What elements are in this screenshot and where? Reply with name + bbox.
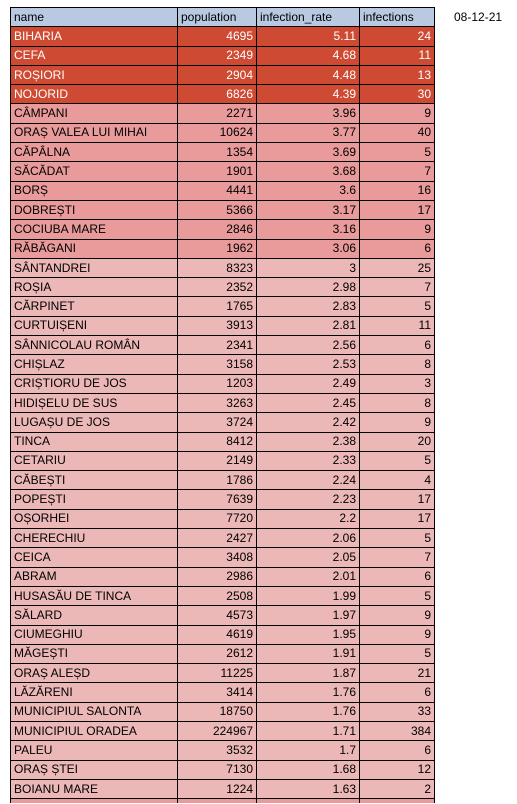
cell-infections[interactable]: 21 [360,664,435,683]
cell-infections[interactable]: 9 [360,606,435,625]
column-header-infections[interactable]: infections [360,8,435,27]
table-row [11,123,435,142]
cell-population[interactable]: 7130 [178,760,257,779]
cell-infection-rate[interactable]: 2.56 [257,336,360,355]
cell-name[interactable]: CĂRPINET [11,297,178,316]
table-row [11,65,435,84]
cell-infection-rate[interactable]: 1.97 [257,606,360,625]
table-row [11,548,435,567]
cell-population[interactable]: 1962 [178,239,257,258]
cell-population[interactable]: 3263 [178,393,257,412]
cell-infections[interactable]: 5 [360,297,435,316]
cell-population[interactable]: 2352 [178,278,257,297]
table-row [11,104,435,123]
cell-name[interactable]: BIHARIA [11,27,178,46]
cell-name[interactable]: NOJORID [11,85,178,104]
cell-infection-rate[interactable]: 2.01 [257,567,360,586]
table-row [11,200,435,219]
table-row [11,451,435,470]
table-row [11,181,435,200]
cell-infections[interactable]: 25 [360,258,435,277]
cell-infections[interactable]: 9 [360,625,435,644]
cell-name[interactable]: ABRAM [11,567,178,586]
cell-population[interactable]: 1901 [178,162,257,181]
date-label: 08-12-21 [454,10,503,24]
cell-infection-rate[interactable]: 1.91 [257,644,360,663]
cell-population[interactable]: 5366 [178,200,257,219]
cell-name[interactable]: CĂPÂLNA [11,143,178,162]
cell-population[interactable]: 11225 [178,664,257,683]
cell-infection-rate[interactable]: 2.2 [257,509,360,528]
cell-infection-rate[interactable]: 4.39 [257,85,360,104]
cell-name[interactable]: HIDIȘELU DE SUS [11,393,178,412]
table-row [11,355,435,374]
cell-infection-rate[interactable]: 1.76 [257,702,360,721]
cell-infection-rate[interactable]: 3.68 [257,162,360,181]
cell-population[interactable]: 3532 [178,741,257,760]
cell-population[interactable]: 2846 [178,220,257,239]
table-row [11,741,435,760]
cell-name[interactable]: POPEȘTI [11,490,178,509]
cell-name[interactable]: ORAȘ ȘTEI [11,760,178,779]
cell-name[interactable]: RĂBĂGANI [11,239,178,258]
cell-name[interactable]: TINCA [11,432,178,451]
cell-infection-rate[interactable]: 2.42 [257,413,360,432]
table-row [11,258,435,277]
cell-infection-rate[interactable]: 2.45 [257,393,360,412]
cell-name[interactable]: ROȘIORI [11,65,178,84]
cell-name[interactable]: CETARIU [11,451,178,470]
cell-population[interactable]: 1786 [178,471,257,490]
cell-infections[interactable]: 2 [360,779,435,798]
cell-infection-rate[interactable]: 1.87 [257,664,360,683]
cell-infections[interactable]: 6 [360,239,435,258]
cell-infection-rate[interactable]: 3.6 [257,181,360,200]
table-row [11,683,435,702]
cell-infection-rate[interactable]: 1.95 [257,625,360,644]
cell-infection-rate[interactable]: 2.05 [257,548,360,567]
cell-infection-rate[interactable]: 2.98 [257,278,360,297]
cell-infections[interactable]: 5 [360,451,435,470]
cell-infections[interactable]: 7 [360,278,435,297]
cell-name[interactable]: ORAȘ ALEȘD [11,664,178,683]
cell-infection-rate[interactable]: 1.76 [257,683,360,702]
cell-infection-rate[interactable]: 2.06 [257,529,360,548]
cell-infections[interactable]: 16 [360,181,435,200]
table-row [11,278,435,297]
cell-name[interactable]: CURTUIȘENI [11,316,178,335]
table-row [11,509,435,528]
cell-population[interactable]: 1224 [178,779,257,798]
cell-name[interactable]: ROȘIA [11,278,178,297]
cell-population[interactable]: 4695 [178,27,257,46]
table-row [11,760,435,779]
cell-infection-rate[interactable]: 1.63 [257,779,360,798]
table-row [11,432,435,451]
cell-name[interactable]: SÂNTANDREI [11,258,178,277]
cell-name[interactable]: CIUMEGHIU [11,625,178,644]
cell-name[interactable]: OȘORHEI [11,509,178,528]
cell-population[interactable]: 2427 [178,529,257,548]
cell-population[interactable]: 2349 [178,46,257,65]
cell-cutoff [178,799,257,804]
cell-infection-rate[interactable]: 3.06 [257,239,360,258]
cell-name[interactable]: MUNICIPIUL SALONTA [11,702,178,721]
table-row-cutoff [11,799,435,804]
cell-infections[interactable]: 40 [360,123,435,142]
cell-name[interactable]: ORAȘ VALEA LUI MIHAI [11,123,178,142]
cell-infection-rate[interactable]: 3.16 [257,220,360,239]
cell-infections[interactable]: 17 [360,200,435,219]
cell-infection-rate[interactable]: 4.48 [257,65,360,84]
cell-infection-rate[interactable]: 2.49 [257,374,360,393]
cell-infections[interactable]: 5 [360,529,435,548]
column-header-population[interactable]: population [178,8,257,27]
cell-infection-rate[interactable]: 3.77 [257,123,360,142]
cell-name[interactable]: CRIȘTIORU DE JOS [11,374,178,393]
cell-infections[interactable]: 3 [360,374,435,393]
cell-infection-rate[interactable]: 1.7 [257,741,360,760]
cell-infections[interactable]: 20 [360,432,435,451]
cell-population[interactable]: 8323 [178,258,257,277]
cell-infections[interactable]: 30 [360,85,435,104]
cell-infections[interactable]: 12 [360,760,435,779]
cell-infections[interactable]: 5 [360,143,435,162]
table-row [11,413,435,432]
table-row [11,374,435,393]
table-row [11,721,435,740]
cell-infection-rate[interactable]: 2.33 [257,451,360,470]
cell-infections[interactable]: 9 [360,220,435,239]
cell-infection-rate[interactable]: 5.11 [257,27,360,46]
cell-name[interactable]: CHERECHIU [11,529,178,548]
cell-infections[interactable]: 7 [360,548,435,567]
cell-infections[interactable]: 7 [360,162,435,181]
table-row [11,606,435,625]
table-row [11,297,435,316]
table-row [11,702,435,721]
cell-cutoff [257,799,360,804]
infection-table [10,7,435,803]
cell-name[interactable]: COCIUBA MARE [11,220,178,239]
table-row [11,239,435,258]
cell-infection-rate[interactable]: 2.23 [257,490,360,509]
cell-name[interactable]: SĂCĂDAT [11,162,178,181]
cell-infections[interactable]: 384 [360,721,435,740]
cell-population[interactable]: 6826 [178,85,257,104]
cell-population[interactable]: 3913 [178,316,257,335]
cell-name[interactable]: CEFA [11,46,178,65]
cell-population[interactable]: 2149 [178,451,257,470]
infection-table-container [10,7,435,803]
cell-name[interactable]: CĂBEȘTI [11,471,178,490]
cell-infection-rate[interactable]: 1.71 [257,721,360,740]
cell-infection-rate[interactable]: 2.53 [257,355,360,374]
column-header-infection-rate[interactable]: infection_rate [257,8,360,27]
cell-name[interactable]: MUNICIPIUL ORADEA [11,721,178,740]
cell-infections[interactable]: 5 [360,644,435,663]
cell-population[interactable]: 1354 [178,143,257,162]
table-row [11,46,435,65]
cell-name[interactable]: LĂZĂRENI [11,683,178,702]
cell-population[interactable]: 3724 [178,413,257,432]
table-row [11,220,435,239]
cell-name[interactable]: MĂGEȘTI [11,644,178,663]
table-row [11,162,435,181]
cell-infection-rate[interactable]: 3.17 [257,200,360,219]
cell-infection-rate[interactable]: 3.69 [257,143,360,162]
cell-name[interactable]: LUGAȘU DE JOS [11,413,178,432]
cell-infections[interactable]: 6 [360,567,435,586]
table-row [11,586,435,605]
table-row [11,27,435,46]
cell-population[interactable]: 2271 [178,104,257,123]
table-row [11,471,435,490]
cell-infections[interactable]: 11 [360,316,435,335]
cell-infection-rate[interactable]: 3.96 [257,104,360,123]
table-row [11,529,435,548]
cell-infections[interactable]: 17 [360,509,435,528]
table-row [11,316,435,335]
cell-population[interactable]: 3158 [178,355,257,374]
table-row [11,336,435,355]
cell-infections[interactable]: 9 [360,413,435,432]
cell-infections[interactable]: 9 [360,104,435,123]
cell-population[interactable]: 10624 [178,123,257,142]
cell-name[interactable]: SÂNNICOLAU ROMÂN [11,336,178,355]
cell-population[interactable]: 1765 [178,297,257,316]
table-row [11,664,435,683]
table-row [11,644,435,663]
cell-name[interactable]: BORȘ [11,181,178,200]
cell-infection-rate[interactable]: 2.81 [257,316,360,335]
cell-population[interactable]: 7639 [178,490,257,509]
cell-population[interactable]: 1203 [178,374,257,393]
table-row [11,85,435,104]
cell-population[interactable]: 7720 [178,509,257,528]
cell-name[interactable]: BOIANU MARE [11,779,178,798]
header-row [11,8,435,27]
cell-infections[interactable]: 6 [360,741,435,760]
table-row [11,143,435,162]
cell-infection-rate[interactable]: 1.68 [257,760,360,779]
cell-infections[interactable]: 6 [360,336,435,355]
cell-population[interactable]: 4441 [178,181,257,200]
table-row [11,567,435,586]
cell-infections[interactable]: 24 [360,27,435,46]
cell-name[interactable]: PALEU [11,741,178,760]
cell-infections[interactable]: 33 [360,702,435,721]
table-row [11,490,435,509]
cell-name[interactable]: CEICA [11,548,178,567]
cell-population[interactable]: 3414 [178,683,257,702]
cell-cutoff [11,799,178,804]
cell-population[interactable]: 4619 [178,625,257,644]
table-row [11,393,435,412]
cell-infection-rate[interactable]: 3 [257,258,360,277]
cell-infection-rate[interactable]: 2.83 [257,297,360,316]
cell-infection-rate[interactable]: 4.68 [257,46,360,65]
cell-infections[interactable]: 5 [360,586,435,605]
cell-infections[interactable]: 8 [360,393,435,412]
cell-population[interactable]: 2986 [178,567,257,586]
cell-infections[interactable]: 11 [360,46,435,65]
cell-cutoff [360,799,435,804]
cell-name[interactable]: SĂLARD [11,606,178,625]
cell-population[interactable]: 2904 [178,65,257,84]
cell-population[interactable]: 2508 [178,586,257,605]
cell-population[interactable]: 2612 [178,644,257,663]
cell-name[interactable]: DOBREȘTI [11,200,178,219]
cell-population[interactable]: 4573 [178,606,257,625]
cell-population[interactable]: 18750 [178,702,257,721]
cell-population[interactable]: 224967 [178,721,257,740]
column-header-name[interactable]: name [11,8,178,27]
cell-infections[interactable]: 8 [360,355,435,374]
cell-name[interactable]: HUSASĂU DE TINCA [11,586,178,605]
cell-population[interactable]: 8412 [178,432,257,451]
table-row [11,779,435,798]
cell-infection-rate[interactable]: 2.24 [257,471,360,490]
cell-infections[interactable]: 6 [360,683,435,702]
cell-infections[interactable]: 13 [360,65,435,84]
table-row [11,625,435,644]
cell-infection-rate[interactable]: 1.99 [257,586,360,605]
cell-infections[interactable]: 17 [360,490,435,509]
cell-infections[interactable]: 4 [360,471,435,490]
cell-infection-rate[interactable]: 2.38 [257,432,360,451]
cell-population[interactable]: 2341 [178,336,257,355]
cell-name[interactable]: CÂMPANI [11,104,178,123]
cell-name[interactable]: CHIȘLAZ [11,355,178,374]
cell-population[interactable]: 3408 [178,548,257,567]
